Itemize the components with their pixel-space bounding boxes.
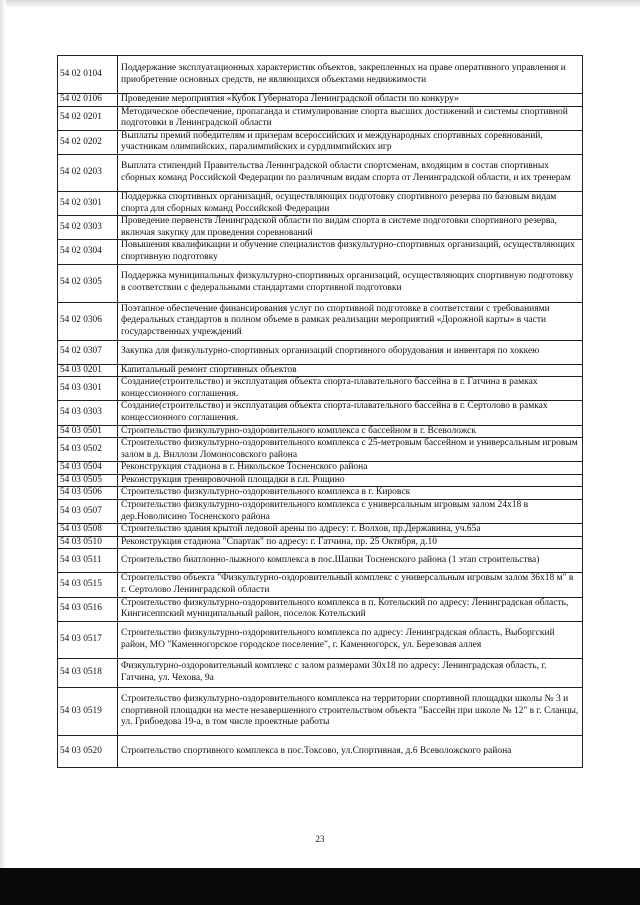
activity-name-cell: Строительство физкультурно-оздоровительного комплекса по адресу: Ленинградская область, Выборгский район, МО "Каменногорское городское поселение", г. Каменногорск, ул. Березовая аллея — [118, 621, 583, 658]
table-row — [58, 106, 583, 130]
activity-name-cell: Методическое обеспечение, пропаганда и стимулирование спорта высших достижений и системы спортивной подготовки в Ленинградской области — [118, 106, 583, 130]
budget-code-cell: 54 03 0515 — [58, 573, 118, 597]
budget-code-cell: 54 03 0501 — [58, 425, 118, 438]
table-row — [58, 240, 583, 264]
activity-name-cell: Закупка для физкультурно-спортивных организаций спортивного оборудования и инвентаря по хоккею — [118, 340, 583, 364]
table-row — [58, 573, 583, 597]
budget-code-cell: 54 03 0201 — [58, 364, 118, 377]
budget-code-cell: 54 02 0106 — [58, 94, 118, 107]
activity-name-cell: Поддержка спортивных организаций, осуществляющих подготовку спортивного резерва по базовым видам спорта для сборных команд Российской Федерации — [118, 191, 583, 215]
budget-code-cell: 54 03 0519 — [58, 687, 118, 735]
activity-name-cell: Реконструкция тренировочной площадки в г.п. Рощино — [118, 474, 583, 487]
activity-name-cell: Капитальный ремонт спортивных объектов — [118, 364, 583, 377]
budget-code-cell: 54 03 0507 — [58, 500, 118, 524]
budget-code-cell: 54 03 0506 — [58, 487, 118, 500]
activity-name-cell: Реконструкция стадиона "Спартак" по адресу: г. Гатчина, пр. 25 Октября, д.10 — [118, 536, 583, 549]
table-row — [58, 524, 583, 537]
table-row — [58, 474, 583, 487]
table-row — [58, 462, 583, 475]
table-row — [58, 425, 583, 438]
activity-name-cell: Строительство физкультурно-оздоровительного комплекса в г. Кировск — [118, 487, 583, 500]
table-row — [58, 549, 583, 573]
budget-code-cell: 54 02 0201 — [58, 106, 118, 130]
budget-code-table — [57, 55, 583, 768]
budget-code-cell: 54 03 0504 — [58, 462, 118, 475]
budget-code-cell: 54 03 0520 — [58, 735, 118, 767]
activity-name-cell: Поддержание эксплуатационных характеристик объектов, закрепленных на праве оперативного управления и приобретение основных средств, не являющихся объектами недвижимости — [118, 56, 583, 94]
budget-code-cell: 54 02 0203 — [58, 154, 118, 191]
table-row — [58, 687, 583, 735]
table-row — [58, 264, 583, 302]
table-row — [58, 94, 583, 107]
activity-name-cell: Строительство физкультурно-оздоровительного комплекса на территории спортивной площадки школы № 3 и спортивной площадки на месте незавершенного строительством объекта "Бассейн при школе № 12" в г. Сланцы, ул. Грибоедова 19-а, в том числе проектные работы — [118, 687, 583, 735]
budget-code-cell: 54 02 0304 — [58, 240, 118, 264]
scan-bottom-border — [0, 868, 640, 905]
activity-name-cell: Создание(строительство) и эксплуатация объекта спорта-плавательного бассейна в г. Гатчина в рамках концессионного соглашения. — [118, 377, 583, 401]
activity-name-cell: Реконструкция стадиона в г. Никольское Тосненского района — [118, 462, 583, 475]
activity-name-cell: Проведение мероприятия «Кубок Губернатора Ленинградской области по конкуру» — [118, 94, 583, 107]
budget-code-cell: 54 03 0301 — [58, 377, 118, 401]
table-row — [58, 191, 583, 215]
table-row — [58, 377, 583, 401]
budget-code-table-body — [58, 56, 583, 768]
budget-code-cell: 54 03 0517 — [58, 621, 118, 658]
table-row — [58, 536, 583, 549]
table-row — [58, 735, 583, 767]
budget-code-cell: 54 03 0510 — [58, 536, 118, 549]
table-row — [58, 216, 583, 240]
table-row — [58, 401, 583, 425]
activity-name-cell: Проведение первенств Ленинградской области по видам спорта в системе подготовки спортивного резерва, включая закупку для проведения соревнований — [118, 216, 583, 240]
table-row — [58, 500, 583, 524]
table-row — [58, 130, 583, 154]
budget-code-cell: 54 03 0511 — [58, 549, 118, 573]
activity-name-cell: Строительство объекта "Физкультурно-оздоровительный комплекс с универсальным игровым залом 36х18 м" в г. Сертолово Ленинградской области — [118, 573, 583, 597]
budget-code-cell: 54 03 0516 — [58, 597, 118, 621]
budget-code-cell: 54 02 0202 — [58, 130, 118, 154]
budget-code-cell: 54 02 0303 — [58, 216, 118, 240]
activity-name-cell: Выплата стипендий Правительства Ленинградской области спортсменам, входящим в состав спортивных сборных команд Российской Федерации по различным видам спорта от Ленинградской области, и их тренерам — [118, 154, 583, 191]
budget-code-cell: 54 03 0518 — [58, 658, 118, 687]
activity-name-cell: Строительство биатлонно-лыжного комплекса в пос.Шапки Тосненского района (1 этап строительства) — [118, 549, 583, 573]
activity-name-cell: Строительство физкультурно-оздоровительного комплекса с универсальным игровым залом 24х18 в дер.Новолисино Тосненского района — [118, 500, 583, 524]
budget-code-cell: 54 03 0505 — [58, 474, 118, 487]
activity-name-cell: Поддержка муниципальных физкультурно-спортивных организаций, осуществляющих спортивную подготовку в соответствии с федеральными стандартами спортивной подготовки — [118, 264, 583, 302]
activity-name-cell: Поэтапное обеспечение финансирования услуг по спортивной подготовке в соответствии с требованиями федеральных стандартов в полном объеме в рамках реализации мероприятий «Дорожной карты» в части государственных учреждений — [118, 302, 583, 340]
activity-name-cell: Повышения квалификации и обучение специалистов физкультурно-спортивных организаций, осуществляющих спортивную подготовку — [118, 240, 583, 264]
table-row — [58, 364, 583, 377]
activity-name-cell: Выплаты премий победителям и призерам всероссийских и международных спортивных соревнований, участникам олимпийских, паралимпийских и сурдлимпийских игр — [118, 130, 583, 154]
page-number: 23 — [315, 834, 325, 844]
budget-code-cell: 54 02 0301 — [58, 191, 118, 215]
activity-name-cell: Строительство здания крытой ледовой арены по адресу: г. Волхов, пр.Державина, уч.65а — [118, 524, 583, 537]
activity-name-cell: Создание(строительство) и эксплуатация объекта спорта-плавательного бассейна в г. Сертолово в рамках концессионного соглашения. — [118, 401, 583, 425]
budget-code-cell: 54 02 0307 — [58, 340, 118, 364]
activity-name-cell: Строительство физкультурно-оздоровительного комплекса в п. Котельский по адресу: Ленинградская область, Кингисеппский муниципальный район, поселок Котельский — [118, 597, 583, 621]
budget-code-cell: 54 03 0303 — [58, 401, 118, 425]
activity-name-cell: Строительство физкультурно-оздоровительного комплекса с бассейном в г. Всеволожск — [118, 425, 583, 438]
table-row — [58, 340, 583, 364]
budget-code-cell: 54 03 0502 — [58, 438, 118, 462]
activity-name-cell: Физкультурно-оздоровительный комплекс с залом размерами 30х18 по адресу: Ленинградская область, г. Гатчина, ул. Чехова, 9а — [118, 658, 583, 687]
table-row — [58, 658, 583, 687]
activity-name-cell: Строительство физкультурно-оздоровительного комплекса с 25-метровым бассейном и универсальным игровым залом в д. Виллози Ломоносовского района — [118, 438, 583, 462]
budget-code-cell: 54 02 0104 — [58, 56, 118, 94]
table-row — [58, 487, 583, 500]
table-row — [58, 621, 583, 658]
budget-code-cell: 54 02 0305 — [58, 264, 118, 302]
table-row — [58, 438, 583, 462]
table-row — [58, 597, 583, 621]
table-row — [58, 154, 583, 191]
budget-code-cell: 54 02 0306 — [58, 302, 118, 340]
budget-code-cell: 54 03 0508 — [58, 524, 118, 537]
activity-name-cell: Строительство спортивного комплекса в пос.Токсово, ул.Спортивная, д.6 Всеволожского района — [118, 735, 583, 767]
table-row — [58, 302, 583, 340]
table-row — [58, 56, 583, 94]
